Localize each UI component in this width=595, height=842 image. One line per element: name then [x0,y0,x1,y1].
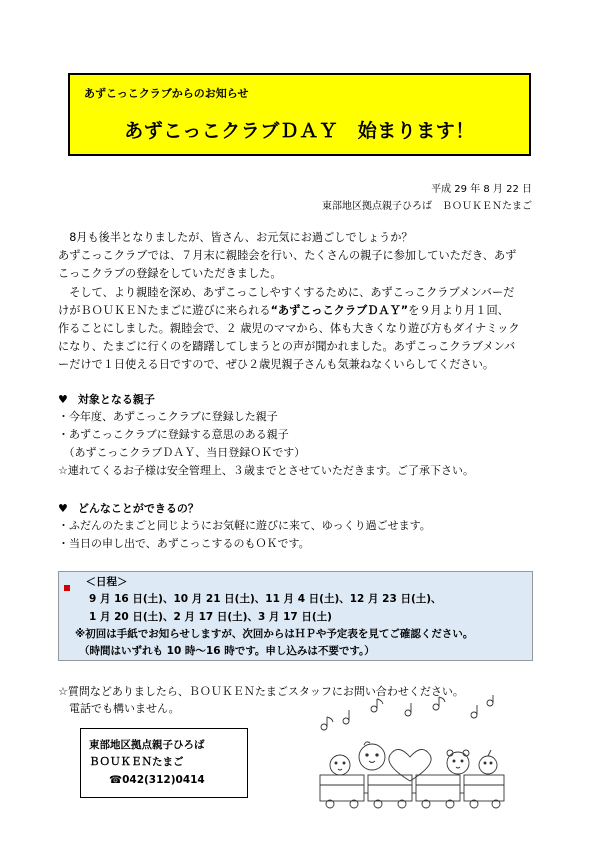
schedule-box [58,571,533,661]
body-line: 作ることにしました。親睦会で、２ 歳児のママから、体も大きくなり遊び方もダイナミック [58,322,520,336]
contact-name: ＢＯＵＫＥＮたまご [89,756,184,768]
bear-icon [447,750,469,774]
body-text-span: けがＢＯＵＫＥＮたまごに遊びに来られる [58,303,271,317]
heart-icon: ♥ [58,502,68,515]
train-car [368,775,412,808]
list-item: ・あずこっこクラブに登録する意思のある親子 [58,428,289,441]
train-car [464,775,504,808]
music-note-icon [321,717,333,730]
heart-icon: ♥ [58,393,68,406]
music-note-icon [471,705,477,718]
body-text [58,229,538,375]
music-note-icon [487,695,493,706]
body-line: こっこクラブの登録をしていただきました。 [58,267,282,281]
list-item: ・ふだんのたまごと同じようにお気軽に遊びに来て、ゆっくり過ごせます。 [58,519,431,532]
list-item: （あずこっこクラブＤＡＹ、当日登録ＯＫです） [58,446,306,459]
schedule-lines [75,574,473,660]
activities-list [58,517,431,553]
inquiry-line: ☆質問などありましたら、ＢＯＵＫＥＮたまごスタッフにお問い合わせください。 [58,685,464,698]
organization-name: 東部地区拠点親子ひろば ＢＯＵＫＥＮたまご [322,201,532,212]
list-item: ・今年度、あずこっこクラブに登録した親子 [58,410,278,423]
section-heading-text: どんなことができるの？ [77,502,199,515]
section-heading-text: 対象となる親子 [77,393,155,406]
body-line: 8月も後半となりましたが、皆さん、お元気にお過ごしでしょうか？ [58,231,413,244]
heart-icon [389,749,431,781]
header-banner [68,73,531,156]
event-name-bold: “あずこっこクラブＤＡＹ” [270,303,409,317]
list-item: ・当日の申し出で、あずこっこするのもＯＫです。 [58,537,310,550]
schedule-dates: 1 月 20 日(土)、2 月 17 日(土)、3 月 17 日(土) [89,610,332,623]
contact-box [80,728,248,798]
music-note-icon [343,710,349,724]
body-line: そして、より親睦を深め、あずこっこしやすくするために、あずこっこクラブメンバーだ [58,285,515,299]
schedule-heading: ＜日程＞ [75,576,128,588]
body-text-span: を９月より月１回、 [408,303,509,317]
music-note-icon [371,699,383,712]
inquiry-line: 電話でも構いません。 [58,702,180,715]
section-heading-activities [58,500,199,516]
train-car [320,775,364,808]
square-bullet-icon [64,585,70,591]
music-note-icon [433,697,445,710]
target-list [58,408,474,480]
chick-icon [479,750,497,774]
body-line: になり、たまごに行くのを躊躇してしまうとの声が聞かれました。あずこっこクラブメンバ [58,340,516,354]
contact-org: 東部地区拠点親子ひろば [89,739,205,751]
music-note-icon [405,703,411,716]
schedule-note: （時間はいずれも 10 時～16 時です。申し込みは不要です。） [79,645,375,658]
contact-phone: ☎042(312)0414 [109,774,205,786]
list-item: ☆連れてくるお子様は安全管理上、３歳までとさせていただきます。ご了承下さい。 [58,464,474,477]
issue-date: 平成 29 年 8 月 22 日 [431,184,532,195]
section-heading-target [58,391,155,407]
banner-subtitle: あずこっこクラブからのお知らせ [84,87,249,100]
schedule-dates: 9 月 16 日(土)、10 月 21 日(土)、11 月 4 日(土)、12 月 23 日(土)、 [89,593,442,606]
banner-title: あずこっこクラブＤＡＹ 始まります！ [124,120,475,142]
chick-icon [359,742,385,770]
train-illustration [312,695,512,810]
schedule-note: ※初回は手紙でお知らせしますが、次回からはＨＰや予定表を見てご確認ください。 [75,627,474,640]
train-car [416,775,460,808]
body-line: あずこっこクラブでは、７月末に親睦会を行い、たくさんの親子に参加していただき、あず [58,249,517,263]
chick-icon [330,755,350,775]
body-line [58,302,538,320]
body-line: ーだけで１日使える日ですので、ぜひ２歳児親子さんも気兼ねなくいらしてください。 [58,358,495,372]
